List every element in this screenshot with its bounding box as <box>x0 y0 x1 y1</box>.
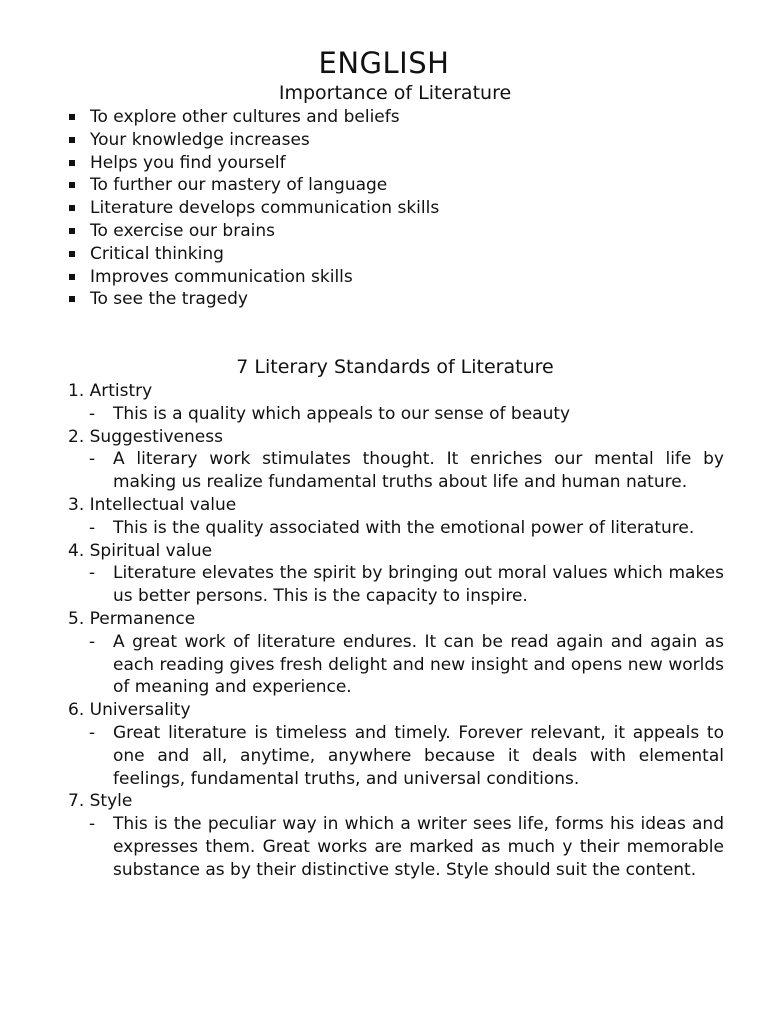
standard-name: Style <box>89 791 133 812</box>
standard-number: 1. <box>68 381 85 401</box>
dash-marker: - <box>89 449 96 470</box>
bullet-square-icon <box>69 296 75 302</box>
standard-heading <box>68 540 724 563</box>
importance-heading: Importance of Literature <box>278 82 512 104</box>
dash-marker: - <box>89 563 96 584</box>
standard-number: 6. <box>68 700 85 721</box>
bullet-square-icon <box>69 137 75 143</box>
standard-heading <box>68 608 724 631</box>
standard-name: Permanence <box>89 608 196 629</box>
importance-item <box>66 288 726 311</box>
importance-item <box>66 106 726 129</box>
standard-item <box>68 494 724 540</box>
bullet-square-icon <box>69 182 75 188</box>
importance-item-text: To further our mastery of language <box>90 175 388 196</box>
dash-marker: - <box>89 814 96 835</box>
standard-description-text: This is the peculiar way in which a writer sees life, forms his ideas and expresses them. Great works are marked as much y their memorable substance as by their distinctive style. Style should suit the content. <box>113 814 724 880</box>
importance-item <box>66 129 726 152</box>
standard-number: 7. <box>68 791 85 812</box>
standard-heading <box>68 494 724 517</box>
dash-marker: - <box>89 403 96 424</box>
importance-list <box>66 106 726 311</box>
standard-number: 3. <box>68 494 85 515</box>
standard-heading <box>68 380 724 403</box>
standard-item <box>68 380 724 426</box>
importance-item-text: Literature develops communication skills <box>90 198 440 219</box>
bullet-square-icon <box>69 114 75 120</box>
standard-description <box>68 403 724 426</box>
standards-heading: 7 Literary Standards of Literature <box>236 356 554 378</box>
standard-name: Artistry <box>89 381 153 401</box>
importance-item <box>66 174 726 197</box>
bullet-square-icon <box>69 160 75 166</box>
standard-name: Spiritual value <box>89 540 213 561</box>
importance-item-text: To see the tragedy <box>90 289 248 310</box>
standard-number: 5. <box>68 608 85 629</box>
importance-item <box>66 152 726 175</box>
dash-marker: - <box>89 517 96 538</box>
standards-list <box>68 380 724 882</box>
importance-item <box>66 243 726 266</box>
importance-item-text: Critical thinking <box>90 243 224 264</box>
standard-description-text: Literature elevates the spirit by bringing out moral values which makes us better persons. This is the capacity to inspire. <box>113 563 724 607</box>
standard-name: Universality <box>89 700 191 721</box>
standard-description <box>68 562 724 608</box>
standard-description-text: This is a quality which appeals to our sense of beauty <box>113 403 571 424</box>
standard-description-text: Great literature is timeless and timely. Forever relevant, it appeals to one and all, anytime, anywhere because it deals with elemental feelings, fundamental truths, and universal conditions. <box>113 722 724 789</box>
standard-heading <box>68 790 724 813</box>
importance-item-text: To exercise our brains <box>90 220 275 241</box>
standard-description-text: A literary work stimulates thought. It enriches our mental life by making us realize fundamental truths about life and human nature. <box>113 449 724 493</box>
standard-description <box>68 813 724 881</box>
standard-description <box>68 722 724 790</box>
standard-name: Suggestiveness <box>89 426 223 447</box>
importance-item <box>66 220 726 243</box>
standard-description <box>68 631 724 699</box>
importance-item <box>66 197 726 220</box>
bullet-square-icon <box>69 251 75 257</box>
standard-description-text: This is the quality associated with the emotional power of literature. <box>113 517 695 538</box>
standard-item <box>68 608 724 699</box>
importance-item <box>66 266 726 289</box>
standard-heading <box>68 699 724 722</box>
bullet-square-icon <box>69 228 75 234</box>
standard-description <box>68 517 724 540</box>
standard-heading <box>68 426 724 449</box>
document-title: ENGLISH <box>318 46 450 80</box>
standard-description <box>68 448 724 494</box>
bullet-square-icon <box>69 205 75 211</box>
importance-item-text: Your knowledge increases <box>90 129 310 150</box>
standard-item <box>68 790 724 881</box>
dash-marker: - <box>89 722 96 743</box>
standard-item <box>68 699 724 790</box>
dash-marker: - <box>89 631 96 652</box>
standard-description-text: A great work of literature endures. It can be read again and again as each reading gives fresh delight and new insight and opens new worlds of meaning and experience. <box>113 631 724 698</box>
importance-item-text: To explore other cultures and beliefs <box>90 107 400 127</box>
standard-item <box>68 540 724 608</box>
bullet-square-icon <box>69 274 75 280</box>
standard-item <box>68 426 724 494</box>
standard-name: Intellectual value <box>89 494 237 515</box>
standard-number: 2. <box>68 426 85 447</box>
importance-item-text: Helps you find yourself <box>90 152 286 173</box>
importance-item-text: Improves communication skills <box>90 266 353 287</box>
standard-number: 4. <box>68 540 85 561</box>
